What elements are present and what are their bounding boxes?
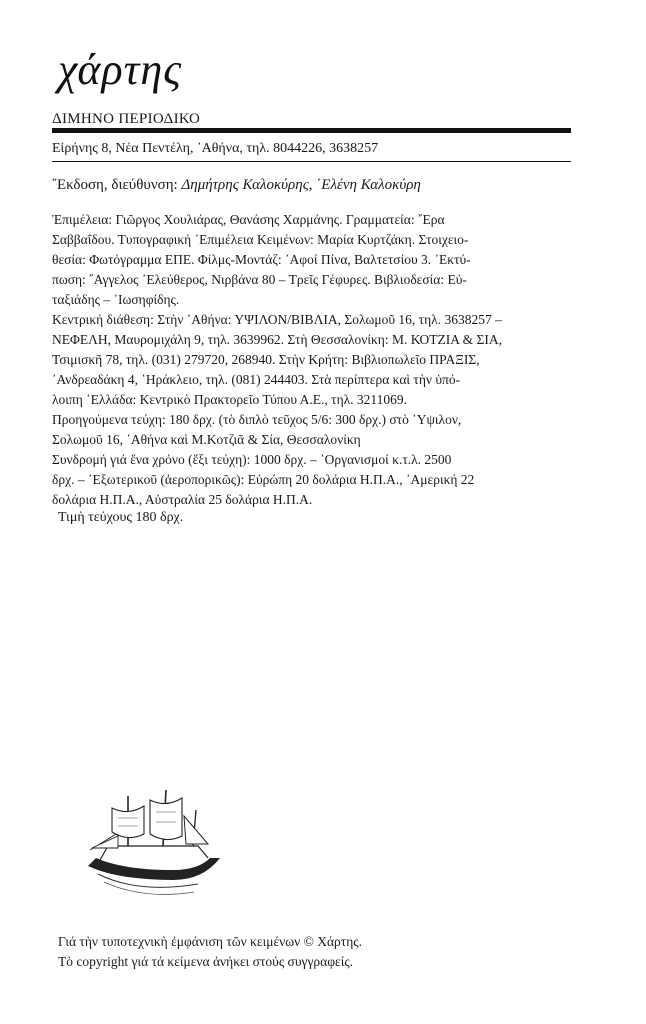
sailing-ship-illustration [78, 788, 228, 906]
text-line: δρχ. – ᾿Εξωτερικοῦ (ἀεροπορικῶς): Εὐρώπη 20 δολάρια Η.Π.Α., ᾿Αμερική 22 [52, 472, 475, 487]
text-line: Ἐπιμέλεια: Γιῶργος Χουλιάρας, Θανάσης Χαρμάνης. Γραμματεία: ῎Ερα [52, 212, 445, 227]
magazine-subtitle: ΔΙΜΗΝΟ ΠΕΡΙΟΔΙΚΟ [52, 111, 201, 127]
text-line: Συνδρομή γιά ἕνα χρόνο (ἕξι τεύχη): 1000 δρχ. – ᾿Οργανισμοί κ.τ.λ. 2500 [52, 452, 452, 467]
text-line: ᾿Ανδρεαδάκη 4, ῾Ηράκλειο, τηλ. (081) 244403. Στὰ περίπτερα καὶ τὴν ὑπό- [52, 372, 461, 387]
text-line: Κεντρική διάθεση: Στὴν ᾿Αθήνα: ΥΨΙΛΟΝ/ΒΙΒΛΙΑ, Σολωμοῦ 16, τηλ. 3638257 – [52, 312, 502, 327]
publisher-address: Εἰρήνης 8, Νέα Πεντέλη, ᾿Αθήνα, τηλ. 8044226, 3638257 [52, 141, 379, 156]
text-line: ταξιάδης – ᾿Ιωσηφίδης. [52, 292, 180, 307]
text-line: Σαββαΐδου. Τυπογραφική ᾿Επιμέλεια Κειμένων: Μαρία Κυρτζάκη. Στοιχειο- [52, 232, 469, 247]
edition-line [52, 177, 421, 194]
edition-label: ῎Εκδοση, διεύθυνση: [52, 177, 182, 193]
text-line: ΝΕΦΕΛΗ, Μαυρομιχάλη 9, τηλ. 3639962. Στὴ Θεσσαλονίκη: Μ. ΚΟΤΖΙΑ & ΣΙΑ, [52, 332, 503, 347]
edition-names: Δημήτρης Καλοκύρης, ῾Ελένη Καλοκύρη [181, 177, 421, 193]
text-line: Τσιμισκῆ 78, τηλ. (031) 279720, 268940. Στὴν Κρήτη: Βιβλιοπωλεῖο ΠΡΑΞΙΣ, [52, 352, 480, 367]
header-rule-thin [52, 161, 571, 162]
text-line: θεσία: Φωτόγραμμα ΕΠΕ. Φίλμς-Μοντάζ: ᾿Αφοί Πίνα, Βαλτετσίου 3. ᾿Εκτύ- [52, 252, 471, 267]
subscription-info [52, 410, 574, 510]
copyright-line: Τὸ copyright γιά τά κείμενα ἀνήκει στούς συγγραφείς. [58, 954, 354, 969]
magazine-logo: χάρτης [58, 45, 183, 94]
staff-credits [52, 210, 574, 310]
distribution-info [52, 310, 574, 410]
issue-price: Τιμὴ τεύχους 180 δρχ. [58, 510, 184, 525]
text-line: Προηγούμενα τεύχη: 180 δρχ. (τὸ διπλὸ τεῦχος 5/6: 300 δρχ.) στὸ ῾Υψιλον, [52, 412, 462, 427]
copyright-footer [58, 932, 362, 972]
header-rule-thick [52, 128, 571, 133]
text-line: Σολωμοῦ 16, ᾿Αθήνα καὶ Μ.Κοτζιᾶ & Σία, Θεσσαλονίκη [52, 432, 361, 447]
text-line: λοιπη ῾Ελλάδα: Κεντρικὸ Πρακτορεῖο Τύπου Α.Ε., τηλ. 3211069. [52, 392, 408, 407]
text-line: δολάρια Η.Π.Α., Αὐστραλία 25 δολάρια Η.Π.Α. [52, 492, 313, 507]
text-line: πωση: ῎Αγγελος ᾿Ελεύθερος, Νιρβάνα 80 – Τρεῖς Γέφυρες. Βιβλιοδεσία: Εὐ- [52, 272, 467, 287]
copyright-line: Γιά τὴν τυποτεχνικὴ ἐμφάνιση τῶν κειμένων © Χάρτης. [58, 934, 362, 949]
